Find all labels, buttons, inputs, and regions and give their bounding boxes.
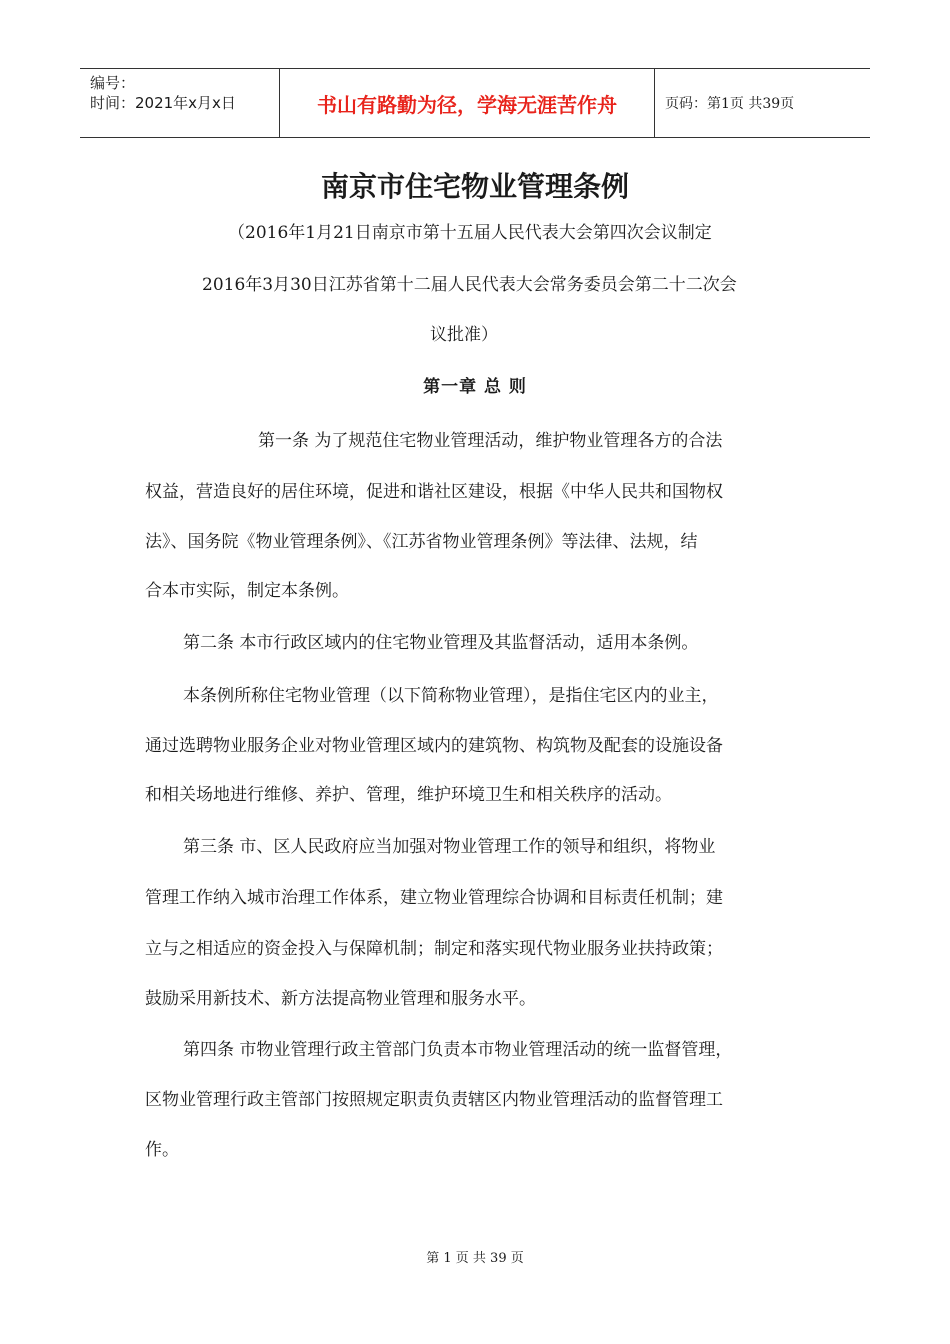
motto: 书山有路勤为径，学海无涯苦作舟 xyxy=(280,69,655,137)
body-line: 作。 xyxy=(145,1140,179,1160)
body-line: 合本市实际，制定本条例。 xyxy=(145,581,349,601)
body-line: 立与之相适应的资金投入与保障机制；制定和落实现代物业服务业扶持政策； xyxy=(145,939,723,959)
body-line: 本条例所称住宅物业管理（以下简称物业管理），是指住宅区内的业主， xyxy=(183,686,719,706)
body-line: 管理工作纳入城市治理工作体系，建立物业管理综合协调和目标责任机制；建 xyxy=(145,888,723,908)
body-line: 第三条 市、区人民政府应当加强对物业管理工作的领导和组织，将物业 xyxy=(183,837,716,857)
body-line: 区物业管理行政主管部门按照规定职责负责辖区内物业管理活动的监督管理工 xyxy=(145,1090,723,1110)
header-table xyxy=(80,68,870,138)
body-line: 第二条 本市行政区域内的住宅物业管理及其监督活动，适用本条例。 xyxy=(183,633,699,653)
footer-page-number: 第 1 页 共 39 页 xyxy=(426,1251,524,1266)
subtitle-line-3: 议批准） xyxy=(430,325,498,345)
time-label: 时间：2021年x月x日 xyxy=(90,94,236,112)
body-line: 第四条 市物业管理行政主管部门负责本市物业管理活动的统一监督管理， xyxy=(183,1040,733,1060)
body-line: 第一条 为了规范住宅物业管理活动，维护物业管理各方的合法 xyxy=(258,431,723,451)
body-line: 和相关场地进行维修、养护、管理，维护环境卫生和相关秩序的活动。 xyxy=(145,785,672,805)
subtitle-line-1: （2016年1月21日南京市第十五届人民代表大会第四次会议制定 xyxy=(228,223,712,243)
number-label: 编号： xyxy=(90,74,136,92)
header-page-info: 页码：第1页 共39页 xyxy=(665,96,795,112)
document-title: 南京市住宅物业管理条例 xyxy=(320,170,629,203)
subtitle-line-2: 2016年3月30日江苏省第十二届人民代表大会常务委员会第二十二次会 xyxy=(202,275,737,295)
body-line: 法》、国务院《物业管理条例》、《江苏省物业管理条例》等法律、法规，结 xyxy=(145,532,698,552)
body-line: 权益，营造良好的居住环境，促进和谐社区建设，根据《中华人民共和国物权 xyxy=(145,482,723,502)
body-line: 通过选聘物业服务企业对物业管理区域内的建筑物、构筑物及配套的设施设备 xyxy=(145,736,723,756)
chapter-heading: 第一章 总 则 xyxy=(423,377,527,397)
body-line: 鼓励采用新技术、新方法提高物业管理和服务水平。 xyxy=(145,989,536,1009)
header-left-cell xyxy=(80,69,280,137)
